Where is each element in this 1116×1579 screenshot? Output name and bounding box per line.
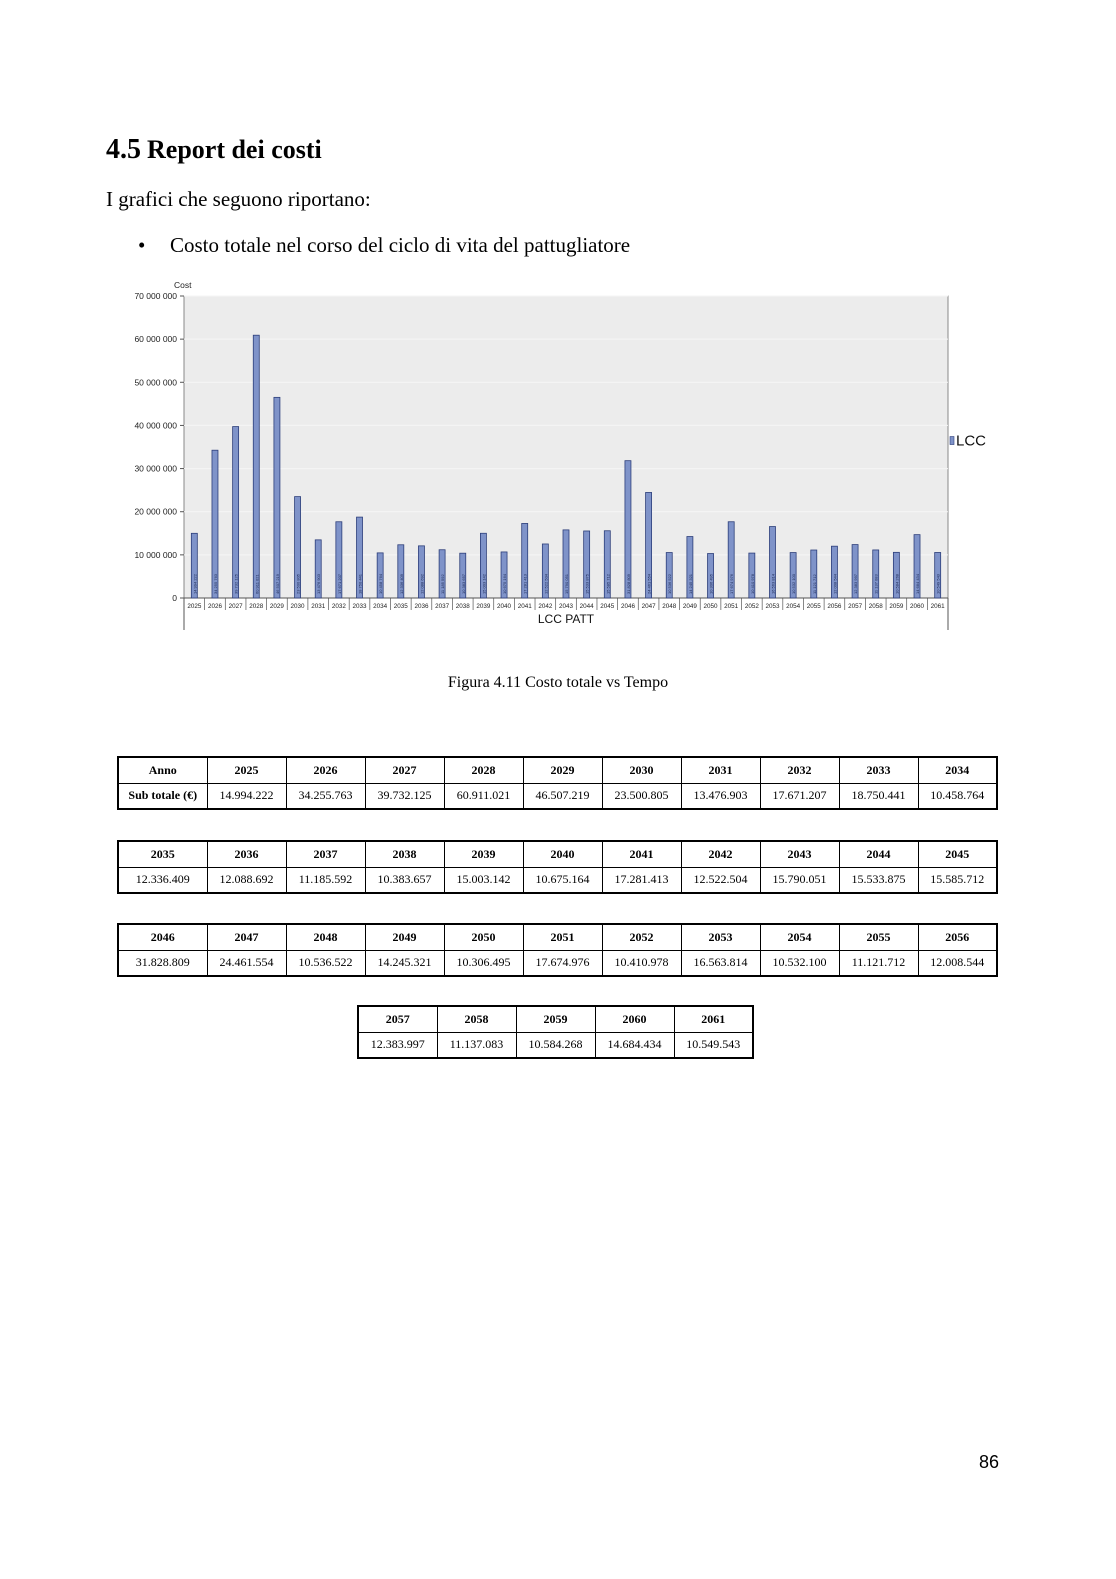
- table-header-cell: 2056: [918, 924, 997, 950]
- bar-data-label: 31 828 809: [625, 573, 631, 594]
- x-tick-label: 2045: [600, 603, 615, 610]
- x-tick-label: 2025: [187, 603, 202, 610]
- bar-data-label: 10 458 764: [378, 573, 384, 594]
- x-tick-label: 2051: [724, 603, 739, 610]
- x-tick-label: 2060: [910, 603, 925, 610]
- bar-data-label: 12 008 544: [832, 573, 838, 594]
- table-cell: 24.461.554: [207, 950, 286, 976]
- table-cell: Sub totale (€): [118, 783, 207, 809]
- table-header-cell: 2060: [595, 1006, 674, 1032]
- table-cell: 15.790.051: [760, 867, 839, 893]
- table-header-cell: 2047: [207, 924, 286, 950]
- bar: [233, 427, 239, 598]
- x-tick-label: 2043: [558, 603, 574, 610]
- table-cell: 11.137.083: [437, 1032, 516, 1058]
- x-tick-label: 2050: [703, 603, 718, 610]
- table-header-cell: 2059: [516, 1006, 595, 1032]
- table-header-cell: 2040: [523, 841, 602, 867]
- y-tick-label: 0: [172, 593, 177, 603]
- bar-data-label: 11 137 083: [873, 574, 879, 594]
- bar-data-label: 60 911 021: [254, 574, 260, 594]
- table-cell: 18.750.441: [839, 783, 918, 809]
- y-tick-label: 50 000 000: [134, 377, 177, 388]
- bar: [274, 397, 280, 598]
- table-cell: 14.994.222: [207, 783, 286, 809]
- bar-data-label: 14 245 321: [687, 573, 693, 594]
- bar-data-label: 46 507 219: [274, 573, 280, 594]
- y-tick-label: 20 000 000: [134, 506, 177, 517]
- table-header-cell: 2055: [839, 924, 918, 950]
- table-header-cell: 2052: [602, 924, 681, 950]
- bar-data-label: 13 476 903: [316, 573, 322, 594]
- table-cell: 16.563.814: [681, 950, 760, 976]
- bar-data-label: 24 461 554: [646, 573, 652, 594]
- table-header-cell: 2033: [839, 757, 918, 783]
- table-cell: 14.684.434: [595, 1032, 674, 1058]
- intro-text: I grafici che seguono riportano:: [106, 187, 371, 211]
- x-tick-label: 2034: [373, 603, 388, 610]
- table-cell: 17.671.207: [760, 783, 839, 809]
- x-tick-label: 2047: [641, 603, 656, 610]
- table-header-cell: 2049: [365, 924, 444, 950]
- table-header-row: [118, 841, 997, 867]
- table-header-cell: 2032: [760, 757, 839, 783]
- cost-table-1: [117, 756, 998, 810]
- y-axis-label: Cost: [174, 280, 192, 290]
- bar-data-label: 34 255 763: [212, 573, 218, 594]
- x-tick-label: 2030: [290, 603, 305, 610]
- table-header-cell: 2054: [760, 924, 839, 950]
- table-header-cell: 2038: [365, 841, 444, 867]
- table-header-cell: 2039: [444, 841, 523, 867]
- section-title: Report dei costi: [147, 135, 322, 164]
- bullet-dot-icon: •: [138, 233, 146, 257]
- x-tick-label: 2040: [497, 603, 512, 610]
- table-header-cell: 2030: [602, 757, 681, 783]
- y-tick-label: 30 000 000: [134, 463, 177, 474]
- table-header-cell: 2044: [839, 841, 918, 867]
- table-header-cell: 2041: [602, 841, 681, 867]
- x-axis-label: LCC PATT: [537, 612, 595, 626]
- table-header-cell: 2043: [760, 841, 839, 867]
- bar-data-label: 10 675 164: [502, 573, 508, 594]
- table-cell: 60.911.021: [444, 783, 523, 809]
- x-tick-label: 2046: [620, 603, 635, 610]
- x-tick-label: 2028: [249, 603, 264, 610]
- table-cell: 11.185.592: [286, 867, 365, 893]
- table-header-cell: 2051: [523, 924, 602, 950]
- table-header-cell: 2026: [286, 757, 365, 783]
- bar-data-label: 12 383 997: [853, 573, 859, 594]
- table-cell: 17.281.413: [602, 867, 681, 893]
- table-cell: 15.585.712: [918, 867, 997, 893]
- x-tick-label: 2036: [414, 603, 429, 610]
- bar-data-label: 11 185 592: [440, 574, 446, 594]
- table-header-cell: 2035: [118, 841, 207, 867]
- table-cell: 10.532.100: [760, 950, 839, 976]
- table-cell: 10.306.495: [444, 950, 523, 976]
- table-cell: 15.003.142: [444, 867, 523, 893]
- x-tick-label: 2049: [682, 603, 697, 610]
- table-header-cell: 2025: [207, 757, 286, 783]
- x-tick-label: 2061: [930, 603, 945, 610]
- table-cell: 10.536.522: [286, 950, 365, 976]
- table-header-cell: 2027: [365, 757, 444, 783]
- table-cell: 10.584.268: [516, 1032, 595, 1058]
- table-cell: 12.522.504: [681, 867, 760, 893]
- table-header-cell: 2029: [523, 757, 602, 783]
- table-row: [358, 1032, 753, 1058]
- bar-data-label: 39 732 125: [233, 573, 239, 594]
- x-tick-label: 2029: [269, 603, 284, 610]
- table-header-cell: 2037: [286, 841, 365, 867]
- x-tick-label: 2042: [538, 603, 553, 610]
- bar: [253, 335, 259, 598]
- bar-data-label: 12 522 504: [543, 573, 549, 594]
- bar-data-label: 12 088 692: [419, 573, 425, 594]
- x-tick-label: 2027: [228, 603, 243, 610]
- table-row: [118, 867, 997, 893]
- table-cell: 34.255.763: [286, 783, 365, 809]
- table-header-cell: Anno: [118, 757, 207, 783]
- x-tick-label: 2048: [662, 603, 677, 610]
- table-header-cell: 2046: [118, 924, 207, 950]
- bar-data-label: 15 533 875: [584, 573, 590, 594]
- x-tick-label: 2026: [207, 603, 222, 610]
- y-tick-label: 70 000 000: [134, 291, 177, 301]
- table-cell: 12.008.544: [918, 950, 997, 976]
- section-heading: [106, 134, 322, 166]
- table-header-cell: 2031: [681, 757, 760, 783]
- bar-data-label: 23 500 805: [295, 573, 301, 594]
- y-tick-label: 10 000 000: [134, 549, 177, 560]
- bar-data-label: 10 532 100: [791, 573, 797, 594]
- legend-label: LCC: [956, 432, 987, 450]
- x-tick-label: 2056: [827, 603, 842, 610]
- table-cell: 23.500.805: [602, 783, 681, 809]
- x-tick-label: 2033: [352, 603, 367, 610]
- x-tick-label: 2052: [744, 603, 759, 610]
- bar-data-label: 12 336 409: [398, 573, 404, 594]
- y-tick-label: 60 000 000: [134, 334, 177, 345]
- bar-data-label: 10 306 495: [708, 573, 714, 594]
- table-cell: 39.732.125: [365, 783, 444, 809]
- table-cell: 13.476.903: [681, 783, 760, 809]
- bar-data-label: 10 410 978: [749, 573, 755, 594]
- cost-table-4: [357, 1005, 754, 1059]
- bar-data-label: 14 994 222: [192, 573, 198, 594]
- x-tick-label: 2057: [848, 603, 863, 610]
- x-tick-label: 2054: [786, 603, 801, 610]
- bullet-text: Costo totale nel corso del ciclo di vita del pattugliatore: [170, 233, 631, 257]
- table-cell: 17.674.976: [523, 950, 602, 976]
- table-cell: 14.245.321: [365, 950, 444, 976]
- legend-swatch: [950, 437, 954, 445]
- bar-data-label: 18 750 441: [357, 573, 363, 594]
- bar-data-label: 10 549 543: [935, 573, 941, 594]
- x-tick-label: 2038: [455, 603, 470, 610]
- table-cell: 15.533.875: [839, 867, 918, 893]
- table-header-cell: 2058: [437, 1006, 516, 1032]
- table-cell: 10.383.657: [365, 867, 444, 893]
- page-number: 86: [979, 1452, 1000, 1472]
- bar-data-label: 17 671 207: [336, 573, 342, 594]
- bar-data-label: 15 003 142: [481, 573, 487, 594]
- table-header-cell: 2045: [918, 841, 997, 867]
- table-cell: 10.410.978: [602, 950, 681, 976]
- bar-data-label: 10 584 268: [894, 573, 900, 594]
- x-tick-label: 2058: [868, 603, 883, 610]
- bar-data-label: 11 121 712: [811, 574, 817, 594]
- bar-data-label: 17 281 413: [522, 573, 528, 594]
- table-row: [118, 783, 997, 809]
- table-cell: 31.828.809: [118, 950, 207, 976]
- table-header-cell: 2036: [207, 841, 286, 867]
- x-tick-label: 2055: [806, 603, 821, 610]
- x-tick-label: 2037: [435, 603, 450, 610]
- bar-data-label: 17 674 976: [729, 573, 735, 594]
- table-cell: 12.088.692: [207, 867, 286, 893]
- table-header-cell: 2042: [681, 841, 760, 867]
- section-number: 4.5: [106, 134, 141, 165]
- cost-chart: [120, 276, 1000, 636]
- bar-data-label: 16 563 814: [770, 573, 776, 594]
- x-tick-label: 2053: [765, 603, 780, 610]
- table-header-cell: 2050: [444, 924, 523, 950]
- table-row: [118, 950, 997, 976]
- x-tick-label: 2031: [311, 603, 326, 610]
- bar-data-label: 15 790 051: [564, 573, 569, 594]
- table-cell: 10.675.164: [523, 867, 602, 893]
- x-tick-label: 2032: [331, 603, 346, 610]
- table-header-row: [118, 757, 997, 783]
- table-header-cell: 2053: [681, 924, 760, 950]
- table-header-row: [118, 924, 997, 950]
- cost-table-3: [117, 923, 998, 977]
- table-cell: 12.383.997: [358, 1032, 437, 1058]
- bullet-item: [138, 233, 630, 258]
- bar-data-label: 14 684 434: [915, 573, 921, 594]
- table-cell: 11.121.712: [839, 950, 918, 976]
- table-cell: 12.336.409: [118, 867, 207, 893]
- table-header-cell: 2057: [358, 1006, 437, 1032]
- x-tick-label: 2059: [889, 603, 904, 610]
- table-cell: 10.458.764: [918, 783, 997, 809]
- bar-data-label: 10 383 657: [460, 573, 466, 594]
- table-header-cell: 2061: [674, 1006, 753, 1032]
- cost-table-2: [117, 840, 998, 894]
- x-tick-label: 2035: [393, 603, 408, 610]
- x-tick-label: 2044: [579, 603, 594, 610]
- table-cell: 46.507.219: [523, 783, 602, 809]
- table-header-row: [358, 1006, 753, 1032]
- x-tick-label: 2041: [517, 603, 532, 610]
- table-header-cell: 2028: [444, 757, 523, 783]
- bar-data-label: 15 585 712: [605, 573, 611, 594]
- y-tick-label: 40 000 000: [134, 420, 177, 431]
- bar-data-label: 10 536 522: [667, 573, 673, 594]
- table-cell: 10.549.543: [674, 1032, 753, 1058]
- table-header-cell: 2034: [918, 757, 997, 783]
- figure-caption: Figura 4.11 Costo totale vs Tempo: [447, 674, 669, 691]
- table-header-cell: 2048: [286, 924, 365, 950]
- x-tick-label: 2039: [476, 603, 491, 610]
